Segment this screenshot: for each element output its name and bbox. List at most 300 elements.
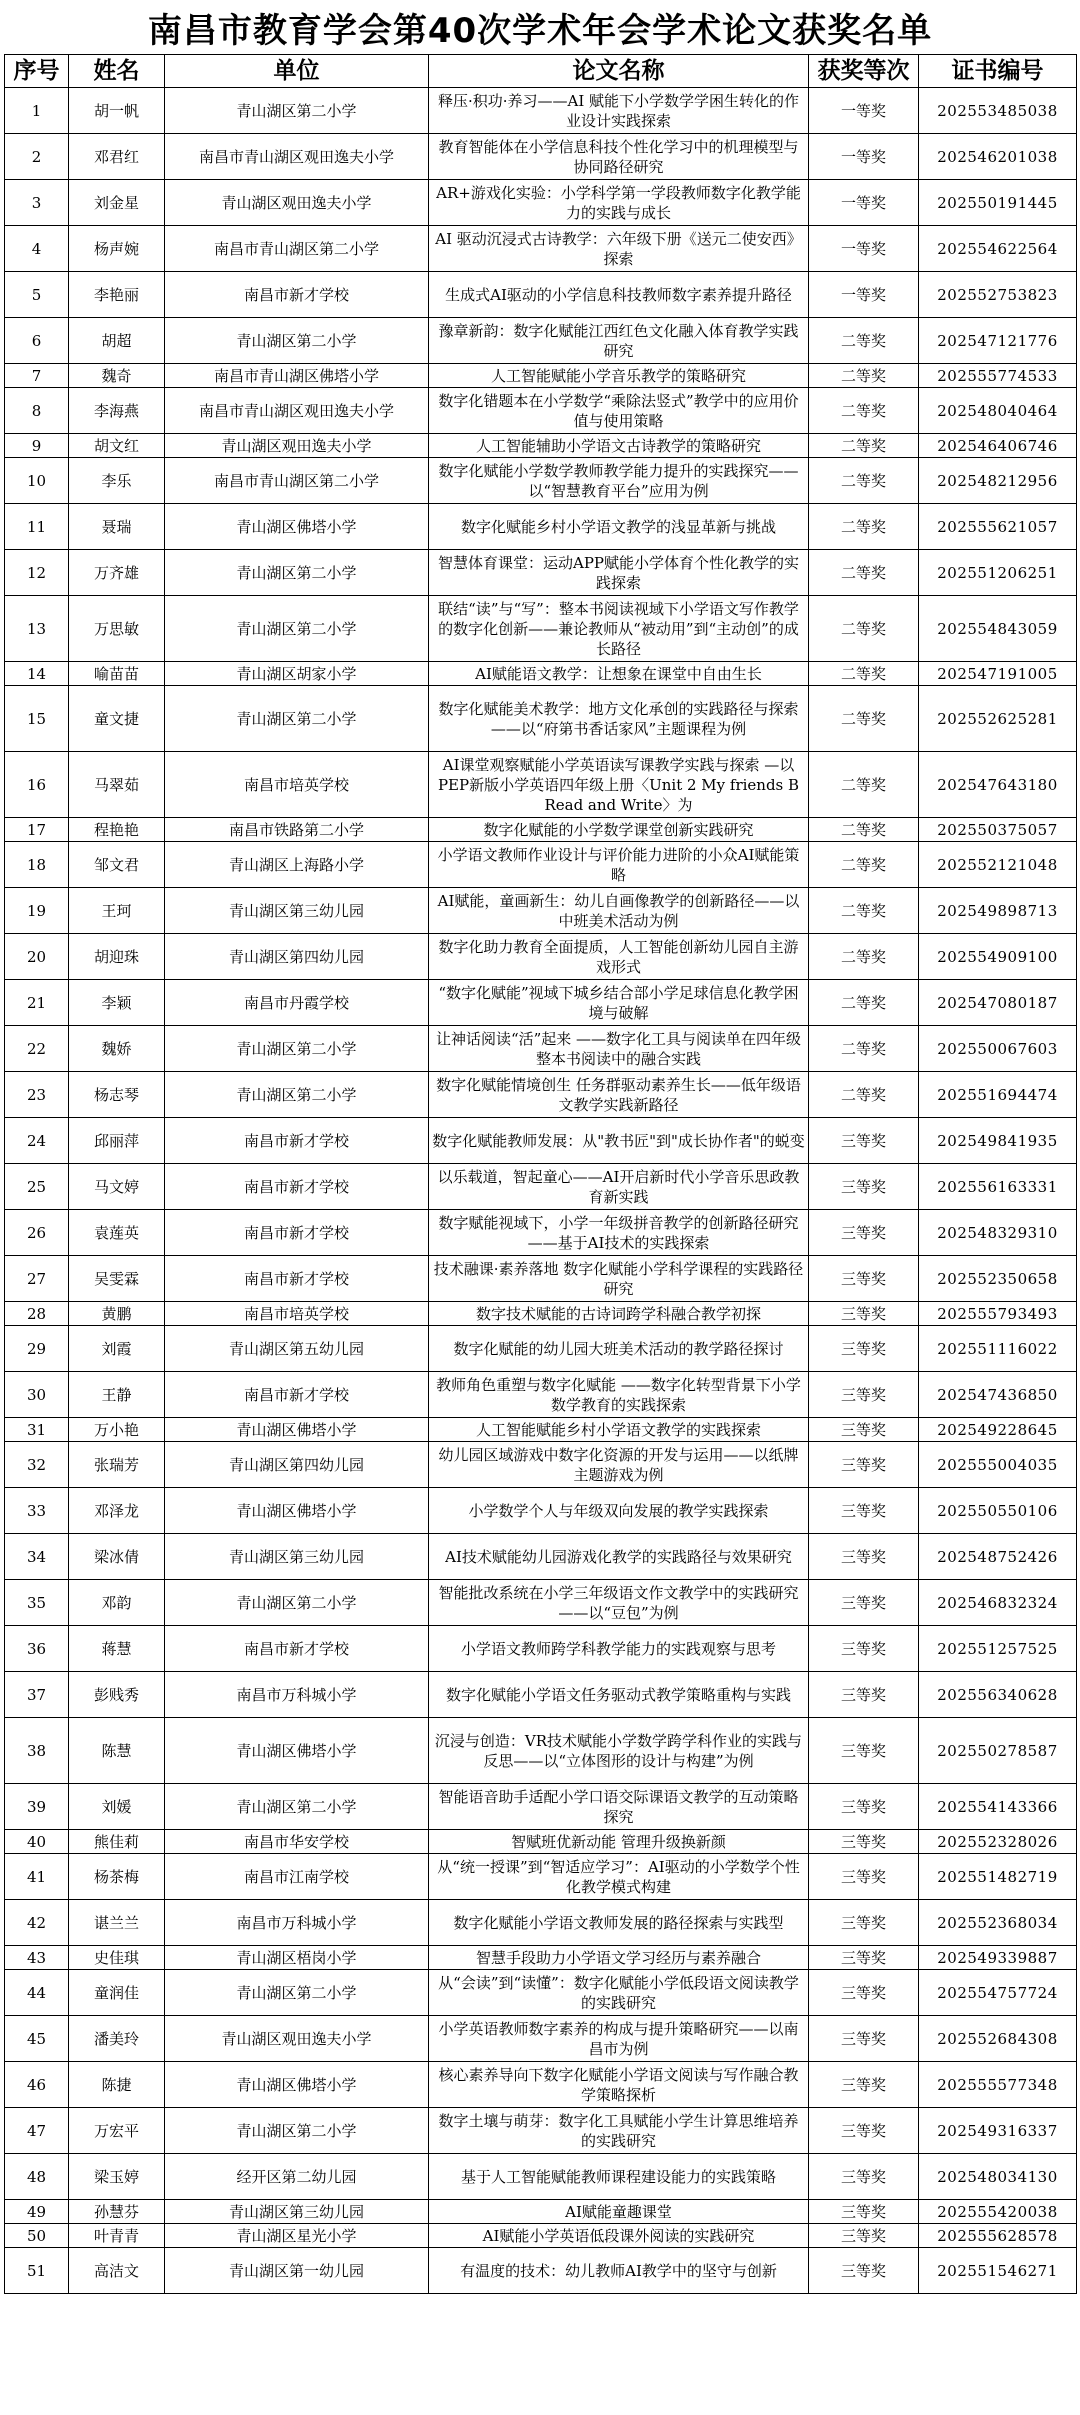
cell-award-level: 二等奖	[809, 752, 919, 818]
cell-award-level: 二等奖	[809, 980, 919, 1026]
cell-unit: 青山湖区第二小学	[165, 550, 429, 596]
table-row	[5, 1854, 1077, 1900]
cell-unit: 青山湖区观田逸夫小学	[165, 2016, 429, 2062]
table-row	[5, 1442, 1077, 1488]
cell-paper-title: 豫章新韵：数字化赋能江西红色文化融入体育教学实践研究	[429, 318, 809, 364]
cell-certificate-number: 202555577348	[919, 2062, 1077, 2108]
cell-unit: 南昌市青山湖区佛塔小学	[165, 364, 429, 388]
cell-name: 潘美玲	[69, 2016, 165, 2062]
cell-name: 孙慧芬	[69, 2200, 165, 2224]
cell-award-level: 一等奖	[809, 226, 919, 272]
cell-name: 喻苗苗	[69, 662, 165, 686]
cell-award-level: 二等奖	[809, 842, 919, 888]
cell-no: 44	[5, 1970, 69, 2016]
cell-paper-title: 小学语文教师作业设计与评价能力进阶的小众AI赋能策略	[429, 842, 809, 888]
cell-paper-title: 智能批改系统在小学三年级语文作文教学中的实践研究——以“豆包”为例	[429, 1580, 809, 1626]
cell-award-level: 三等奖	[809, 1854, 919, 1900]
cell-award-level: 三等奖	[809, 1418, 919, 1442]
table-row	[5, 2248, 1077, 2294]
cell-award-level: 三等奖	[809, 1210, 919, 1256]
cell-certificate-number: 202556340628	[919, 1672, 1077, 1718]
cell-unit: 南昌市培英学校	[165, 1302, 429, 1326]
cell-certificate-number: 202552625281	[919, 686, 1077, 752]
cell-no: 35	[5, 1580, 69, 1626]
cell-unit: 南昌市丹霞学校	[165, 980, 429, 1026]
cell-name: 程艳艳	[69, 818, 165, 842]
cell-unit: 青山湖区第五幼儿园	[165, 1326, 429, 1372]
table-row	[5, 934, 1077, 980]
cell-certificate-number: 202554143366	[919, 1784, 1077, 1830]
cell-paper-title: 数字赋能视域下，小学一年级拼音教学的创新路径研究 ——基于AI技术的实践探索	[429, 1210, 809, 1256]
table-row	[5, 1534, 1077, 1580]
cell-award-level: 二等奖	[809, 888, 919, 934]
header-level: 获奖等次	[809, 55, 919, 88]
table-row	[5, 2224, 1077, 2248]
cell-name: 魏娇	[69, 1026, 165, 1072]
table-row	[5, 1210, 1077, 1256]
cell-award-level: 二等奖	[809, 434, 919, 458]
cell-certificate-number: 202550191445	[919, 180, 1077, 226]
cell-unit: 青山湖区第一幼儿园	[165, 2248, 429, 2294]
cell-unit: 青山湖区第二小学	[165, 1072, 429, 1118]
table-row	[5, 504, 1077, 550]
cell-name: 史佳琪	[69, 1946, 165, 1970]
cell-no: 27	[5, 1256, 69, 1302]
cell-no: 15	[5, 686, 69, 752]
cell-unit: 青山湖区第二小学	[165, 1580, 429, 1626]
cell-paper-title: 有温度的技术：幼儿教师AI教学中的坚守与创新	[429, 2248, 809, 2294]
cell-certificate-number: 202548040464	[919, 388, 1077, 434]
cell-unit: 青山湖区上海路小学	[165, 842, 429, 888]
cell-no: 43	[5, 1946, 69, 1970]
cell-unit: 青山湖区第二小学	[165, 686, 429, 752]
cell-no: 22	[5, 1026, 69, 1072]
cell-paper-title: 沉浸与创造：VR技术赋能小学数学跨学科作业的实践与反思——以“立体图形的设计与构建”为例	[429, 1718, 809, 1784]
cell-certificate-number: 202548034130	[919, 2154, 1077, 2200]
cell-award-level: 二等奖	[809, 458, 919, 504]
cell-no: 10	[5, 458, 69, 504]
cell-no: 50	[5, 2224, 69, 2248]
cell-no: 24	[5, 1118, 69, 1164]
cell-unit: 青山湖区第二小学	[165, 2108, 429, 2154]
cell-name: 万齐雄	[69, 550, 165, 596]
cell-award-level: 三等奖	[809, 1970, 919, 2016]
cell-certificate-number: 202550067603	[919, 1026, 1077, 1072]
cell-award-level: 二等奖	[809, 934, 919, 980]
cell-paper-title: “数字化赋能”视域下城乡结合部小学足球信息化教学困境与破解	[429, 980, 809, 1026]
cell-name: 张瑞芳	[69, 1442, 165, 1488]
table-row	[5, 888, 1077, 934]
cell-unit: 南昌市万科城小学	[165, 1900, 429, 1946]
cell-paper-title: 数字化赋能美术教学：地方文化承创的实践路径与探索——以“府第书香话家风”主题课程为例	[429, 686, 809, 752]
cell-no: 2	[5, 134, 69, 180]
cell-paper-title: AI赋能小学英语低段课外阅读的实践研究	[429, 2224, 809, 2248]
cell-paper-title: AI课堂观察赋能小学英语读写课教学实践与探索 —以PEP新版小学英语四年级上册〈Unit 2 My friends B Read and Write〉为	[429, 752, 809, 818]
cell-paper-title: 幼儿园区域游戏中数字化资源的开发与运用——以纸牌主题游戏为例	[429, 1442, 809, 1488]
header-cert: 证书编号	[919, 55, 1077, 88]
cell-certificate-number: 202551482719	[919, 1854, 1077, 1900]
cell-no: 48	[5, 2154, 69, 2200]
cell-certificate-number: 202555628578	[919, 2224, 1077, 2248]
cell-paper-title: AR+游戏化实验：小学科学第一学段教师数字化教学能力的实践与成长	[429, 180, 809, 226]
cell-award-level: 一等奖	[809, 88, 919, 134]
cell-paper-title: 联结“读”与“写”：整本书阅读视域下小学语文写作教学的数字化创新——兼论教师从“被动用”到“主动创”的成长路径	[429, 596, 809, 662]
cell-award-level: 三等奖	[809, 1718, 919, 1784]
cell-unit: 南昌市铁路第二小学	[165, 818, 429, 842]
cell-paper-title: 智慧手段助力小学语文学习经历与素养融合	[429, 1946, 809, 1970]
cell-paper-title: 数字土壤与萌芽：数字化工具赋能小学生计算思维培养的实践研究	[429, 2108, 809, 2154]
cell-certificate-number: 202552350658	[919, 1256, 1077, 1302]
cell-name: 梁玉婷	[69, 2154, 165, 2200]
cell-name: 童润佳	[69, 1970, 165, 2016]
table-row	[5, 1026, 1077, 1072]
table-row	[5, 1164, 1077, 1210]
cell-certificate-number: 202547121776	[919, 318, 1077, 364]
cell-unit: 南昌市新才学校	[165, 272, 429, 318]
cell-award-level: 三等奖	[809, 2154, 919, 2200]
cell-name: 魏奇	[69, 364, 165, 388]
cell-award-level: 三等奖	[809, 1372, 919, 1418]
cell-no: 33	[5, 1488, 69, 1534]
cell-no: 38	[5, 1718, 69, 1784]
cell-paper-title: 从“会读”到“读懂”：数字化赋能小学低段语文阅读教学的实践研究	[429, 1970, 809, 2016]
cell-certificate-number: 202549339887	[919, 1946, 1077, 1970]
cell-name: 李颖	[69, 980, 165, 1026]
cell-award-level: 三等奖	[809, 1488, 919, 1534]
cell-award-level: 三等奖	[809, 1626, 919, 1672]
cell-name: 蒋慧	[69, 1626, 165, 1672]
cell-name: 马文婷	[69, 1164, 165, 1210]
cell-certificate-number: 202551206251	[919, 550, 1077, 596]
cell-certificate-number: 202553485038	[919, 88, 1077, 134]
cell-paper-title: AI赋能语文教学：让想象在课堂中自由生长	[429, 662, 809, 686]
cell-no: 31	[5, 1418, 69, 1442]
cell-no: 14	[5, 662, 69, 686]
cell-name: 刘金星	[69, 180, 165, 226]
table-row	[5, 2154, 1077, 2200]
table-row	[5, 458, 1077, 504]
cell-paper-title: 数字化助力教育全面提质，人工智能创新幼儿园自主游戏形式	[429, 934, 809, 980]
cell-award-level: 三等奖	[809, 2108, 919, 2154]
cell-certificate-number: 202554622564	[919, 226, 1077, 272]
award-table	[4, 54, 1077, 2294]
table-row	[5, 272, 1077, 318]
table-row	[5, 596, 1077, 662]
cell-unit: 南昌市青山湖区观田逸夫小学	[165, 388, 429, 434]
cell-paper-title: AI 驱动沉浸式古诗教学：六年级下册《送元二使安西》探索	[429, 226, 809, 272]
cell-no: 7	[5, 364, 69, 388]
cell-name: 谌兰兰	[69, 1900, 165, 1946]
cell-award-level: 三等奖	[809, 1784, 919, 1830]
table-body	[5, 88, 1077, 2294]
table-row	[5, 1830, 1077, 1854]
cell-certificate-number: 202551546271	[919, 2248, 1077, 2294]
cell-name: 熊佳莉	[69, 1830, 165, 1854]
cell-name: 万宏平	[69, 2108, 165, 2154]
cell-award-level: 三等奖	[809, 1302, 919, 1326]
cell-no: 4	[5, 226, 69, 272]
cell-name: 胡迎珠	[69, 934, 165, 980]
cell-unit: 青山湖区第四幼儿园	[165, 1442, 429, 1488]
cell-no: 51	[5, 2248, 69, 2294]
cell-certificate-number: 202552121048	[919, 842, 1077, 888]
cell-certificate-number: 202552684308	[919, 2016, 1077, 2062]
cell-award-level: 二等奖	[809, 318, 919, 364]
cell-certificate-number: 202550278587	[919, 1718, 1077, 1784]
table-row	[5, 980, 1077, 1026]
cell-unit: 青山湖区佛塔小学	[165, 1488, 429, 1534]
cell-certificate-number: 202554909100	[919, 934, 1077, 980]
cell-name: 王静	[69, 1372, 165, 1418]
cell-name: 梁冰倩	[69, 1534, 165, 1580]
cell-award-level: 一等奖	[809, 272, 919, 318]
cell-no: 36	[5, 1626, 69, 1672]
cell-name: 彭贱秀	[69, 1672, 165, 1718]
cell-certificate-number: 202550550106	[919, 1488, 1077, 1534]
cell-paper-title: 教育智能体在小学信息科技个性化学习中的机理模型与协同路径研究	[429, 134, 809, 180]
table-row	[5, 1900, 1077, 1946]
cell-no: 32	[5, 1442, 69, 1488]
cell-paper-title: 小学英语教师数字素养的构成与提升策略研究——以南昌市为例	[429, 2016, 809, 2062]
cell-unit: 南昌市培英学校	[165, 752, 429, 818]
cell-unit: 南昌市新才学校	[165, 1118, 429, 1164]
cell-certificate-number: 202555774533	[919, 364, 1077, 388]
cell-unit: 南昌市新才学校	[165, 1210, 429, 1256]
table-row	[5, 1372, 1077, 1418]
cell-paper-title: AI赋能童趣课堂	[429, 2200, 809, 2224]
cell-no: 30	[5, 1372, 69, 1418]
cell-paper-title: 人工智能辅助小学语文古诗教学的策略研究	[429, 434, 809, 458]
cell-paper-title: 智能语音助手适配小学口语交际课语文教学的互动策略 探究	[429, 1784, 809, 1830]
cell-paper-title: 从“统一授课”到“智适应学习”：AI驱动的小学数学个性化教学模式构建	[429, 1854, 809, 1900]
cell-name: 胡一帆	[69, 88, 165, 134]
table-row	[5, 226, 1077, 272]
cell-name: 马翠茹	[69, 752, 165, 818]
cell-paper-title: 数字技术赋能的古诗词跨学科融合教学初探	[429, 1302, 809, 1326]
cell-unit: 青山湖区第三幼儿园	[165, 888, 429, 934]
cell-no: 19	[5, 888, 69, 934]
cell-unit: 南昌市新才学校	[165, 1372, 429, 1418]
cell-paper-title: 数字化赋能乡村小学语文教学的浅显革新与挑战	[429, 504, 809, 550]
cell-unit: 青山湖区胡家小学	[165, 662, 429, 686]
table-row	[5, 2200, 1077, 2224]
cell-paper-title: 数字化赋能的幼儿园大班美术活动的教学路径探讨	[429, 1326, 809, 1372]
cell-unit: 南昌市新才学校	[165, 1256, 429, 1302]
cell-unit: 青山湖区第三幼儿园	[165, 2200, 429, 2224]
cell-paper-title: 小学数学个人与年级双向发展的教学实践探索	[429, 1488, 809, 1534]
cell-no: 25	[5, 1164, 69, 1210]
cell-unit: 南昌市新才学校	[165, 1626, 429, 1672]
cell-certificate-number: 202549841935	[919, 1118, 1077, 1164]
cell-unit: 青山湖区佛塔小学	[165, 504, 429, 550]
cell-paper-title: 数字化赋能教师发展：从"教书匠"到"成长协作者"的蜕变	[429, 1118, 809, 1164]
cell-certificate-number: 202547191005	[919, 662, 1077, 686]
table-row	[5, 662, 1077, 686]
cell-paper-title: 小学语文教师跨学科教学能力的实践观察与思考	[429, 1626, 809, 1672]
cell-name: 李乐	[69, 458, 165, 504]
cell-award-level: 一等奖	[809, 180, 919, 226]
cell-award-level: 三等奖	[809, 1118, 919, 1164]
cell-paper-title: 智赋班优新动能 管理升级换新颜	[429, 1830, 809, 1854]
cell-award-level: 二等奖	[809, 550, 919, 596]
cell-paper-title: AI赋能，童画新生：幼儿自画像教学的创新路径——以中班美术活动为例	[429, 888, 809, 934]
cell-name: 李艳丽	[69, 272, 165, 318]
cell-award-level: 二等奖	[809, 1072, 919, 1118]
table-row	[5, 1302, 1077, 1326]
cell-certificate-number: 202546201038	[919, 134, 1077, 180]
cell-certificate-number: 202551694474	[919, 1072, 1077, 1118]
cell-paper-title: 人工智能赋能乡村小学语文教学的实践探索	[429, 1418, 809, 1442]
cell-no: 28	[5, 1302, 69, 1326]
cell-certificate-number: 202556163331	[919, 1164, 1077, 1210]
cell-unit: 南昌市青山湖区第二小学	[165, 458, 429, 504]
cell-no: 42	[5, 1900, 69, 1946]
cell-award-level: 三等奖	[809, 2062, 919, 2108]
cell-certificate-number: 202546832324	[919, 1580, 1077, 1626]
cell-no: 20	[5, 934, 69, 980]
cell-name: 李海燕	[69, 388, 165, 434]
cell-certificate-number: 202551116022	[919, 1326, 1077, 1372]
cell-award-level: 三等奖	[809, 2248, 919, 2294]
cell-paper-title: 数字化赋能小学语文任务驱动式教学策略重构与实践	[429, 1672, 809, 1718]
cell-paper-title: AI技术赋能幼儿园游戏化教学的实践路径与效果研究	[429, 1534, 809, 1580]
cell-no: 37	[5, 1672, 69, 1718]
table-row	[5, 1580, 1077, 1626]
cell-certificate-number: 202555621057	[919, 504, 1077, 550]
cell-no: 11	[5, 504, 69, 550]
table-row	[5, 434, 1077, 458]
cell-unit: 青山湖区佛塔小学	[165, 1418, 429, 1442]
cell-unit: 南昌市新才学校	[165, 1164, 429, 1210]
cell-paper-title: 数字化赋能小学数学教师教学能力提升的实践探究——以“智慧教育平台”应用为例	[429, 458, 809, 504]
cell-certificate-number: 202548212956	[919, 458, 1077, 504]
header-no: 序号	[5, 55, 69, 88]
cell-name: 袁莲英	[69, 1210, 165, 1256]
cell-paper-title: 释压·积功·养习——AI 赋能下小学数学学困生转化的作业设计实践探索	[429, 88, 809, 134]
table-row	[5, 842, 1077, 888]
cell-no: 40	[5, 1830, 69, 1854]
cell-award-level: 三等奖	[809, 1534, 919, 1580]
cell-name: 刘霞	[69, 1326, 165, 1372]
header-name: 姓名	[69, 55, 165, 88]
cell-name: 邓君红	[69, 134, 165, 180]
cell-certificate-number: 202555420038	[919, 2200, 1077, 2224]
cell-no: 1	[5, 88, 69, 134]
cell-award-level: 二等奖	[809, 1026, 919, 1072]
cell-award-level: 三等奖	[809, 2200, 919, 2224]
cell-award-level: 二等奖	[809, 818, 919, 842]
cell-certificate-number: 202549228645	[919, 1418, 1077, 1442]
table-row	[5, 318, 1077, 364]
cell-name: 叶青青	[69, 2224, 165, 2248]
cell-no: 45	[5, 2016, 69, 2062]
cell-no: 46	[5, 2062, 69, 2108]
cell-name: 陈慧	[69, 1718, 165, 1784]
table-row	[5, 364, 1077, 388]
cell-no: 6	[5, 318, 69, 364]
cell-paper-title: 数字化赋能小学语文教师发展的路径探索与实践型	[429, 1900, 809, 1946]
cell-certificate-number: 202555793493	[919, 1302, 1077, 1326]
cell-name: 邱丽萍	[69, 1118, 165, 1164]
table-row	[5, 1784, 1077, 1830]
cell-certificate-number: 202547080187	[919, 980, 1077, 1026]
table-row	[5, 2062, 1077, 2108]
table-row	[5, 1256, 1077, 1302]
cell-paper-title: 核心素养导向下数字化赋能小学语文阅读与写作融合教学策略探析	[429, 2062, 809, 2108]
cell-award-level: 三等奖	[809, 1256, 919, 1302]
cell-no: 41	[5, 1854, 69, 1900]
cell-unit: 青山湖区第二小学	[165, 1970, 429, 2016]
cell-no: 13	[5, 596, 69, 662]
table-row	[5, 88, 1077, 134]
cell-name: 黄鹏	[69, 1302, 165, 1326]
table-row	[5, 1718, 1077, 1784]
cell-certificate-number: 202547436850	[919, 1372, 1077, 1418]
cell-no: 34	[5, 1534, 69, 1580]
cell-unit: 青山湖区第二小学	[165, 1784, 429, 1830]
cell-award-level: 三等奖	[809, 1830, 919, 1854]
cell-paper-title: 生成式AI驱动的小学信息科技教师数字素养提升路径	[429, 272, 809, 318]
cell-no: 18	[5, 842, 69, 888]
table-row	[5, 1118, 1077, 1164]
table-row	[5, 1672, 1077, 1718]
cell-unit: 青山湖区第二小学	[165, 1026, 429, 1072]
cell-unit: 南昌市青山湖区第二小学	[165, 226, 429, 272]
cell-paper-title: 以乐载道，智起童心——AI开启新时代小学音乐思政教育新实践	[429, 1164, 809, 1210]
cell-no: 26	[5, 1210, 69, 1256]
cell-name: 万思敏	[69, 596, 165, 662]
cell-no: 47	[5, 2108, 69, 2154]
cell-certificate-number: 202554843059	[919, 596, 1077, 662]
table-row	[5, 752, 1077, 818]
cell-award-level: 二等奖	[809, 686, 919, 752]
cell-certificate-number: 202555004035	[919, 1442, 1077, 1488]
cell-name: 高洁文	[69, 2248, 165, 2294]
cell-unit: 青山湖区梧岗小学	[165, 1946, 429, 1970]
cell-name: 邓泽龙	[69, 1488, 165, 1534]
cell-certificate-number: 202552328026	[919, 1830, 1077, 1854]
cell-award-level: 二等奖	[809, 662, 919, 686]
cell-name: 邹文君	[69, 842, 165, 888]
cell-unit: 南昌市华安学校	[165, 1830, 429, 1854]
cell-certificate-number: 202552753823	[919, 272, 1077, 318]
cell-certificate-number: 202550375057	[919, 818, 1077, 842]
cell-certificate-number: 202552368034	[919, 1900, 1077, 1946]
cell-certificate-number: 202551257525	[919, 1626, 1077, 1672]
cell-name: 胡文红	[69, 434, 165, 458]
cell-no: 29	[5, 1326, 69, 1372]
cell-no: 49	[5, 2200, 69, 2224]
cell-unit: 青山湖区佛塔小学	[165, 2062, 429, 2108]
cell-unit: 南昌市青山湖区观田逸夫小学	[165, 134, 429, 180]
table-row	[5, 180, 1077, 226]
cell-unit: 经开区第二幼儿园	[165, 2154, 429, 2200]
cell-unit: 青山湖区第二小学	[165, 88, 429, 134]
cell-award-level: 三等奖	[809, 1442, 919, 1488]
cell-name: 胡超	[69, 318, 165, 364]
cell-award-level: 二等奖	[809, 596, 919, 662]
cell-unit: 青山湖区观田逸夫小学	[165, 180, 429, 226]
cell-award-level: 三等奖	[809, 2016, 919, 2062]
cell-no: 8	[5, 388, 69, 434]
cell-certificate-number: 202547643180	[919, 752, 1077, 818]
cell-award-level: 三等奖	[809, 1900, 919, 1946]
cell-award-level: 三等奖	[809, 1946, 919, 1970]
cell-name: 邓韵	[69, 1580, 165, 1626]
table-row	[5, 1970, 1077, 2016]
cell-certificate-number: 202546406746	[919, 434, 1077, 458]
table-header-row	[5, 55, 1077, 88]
